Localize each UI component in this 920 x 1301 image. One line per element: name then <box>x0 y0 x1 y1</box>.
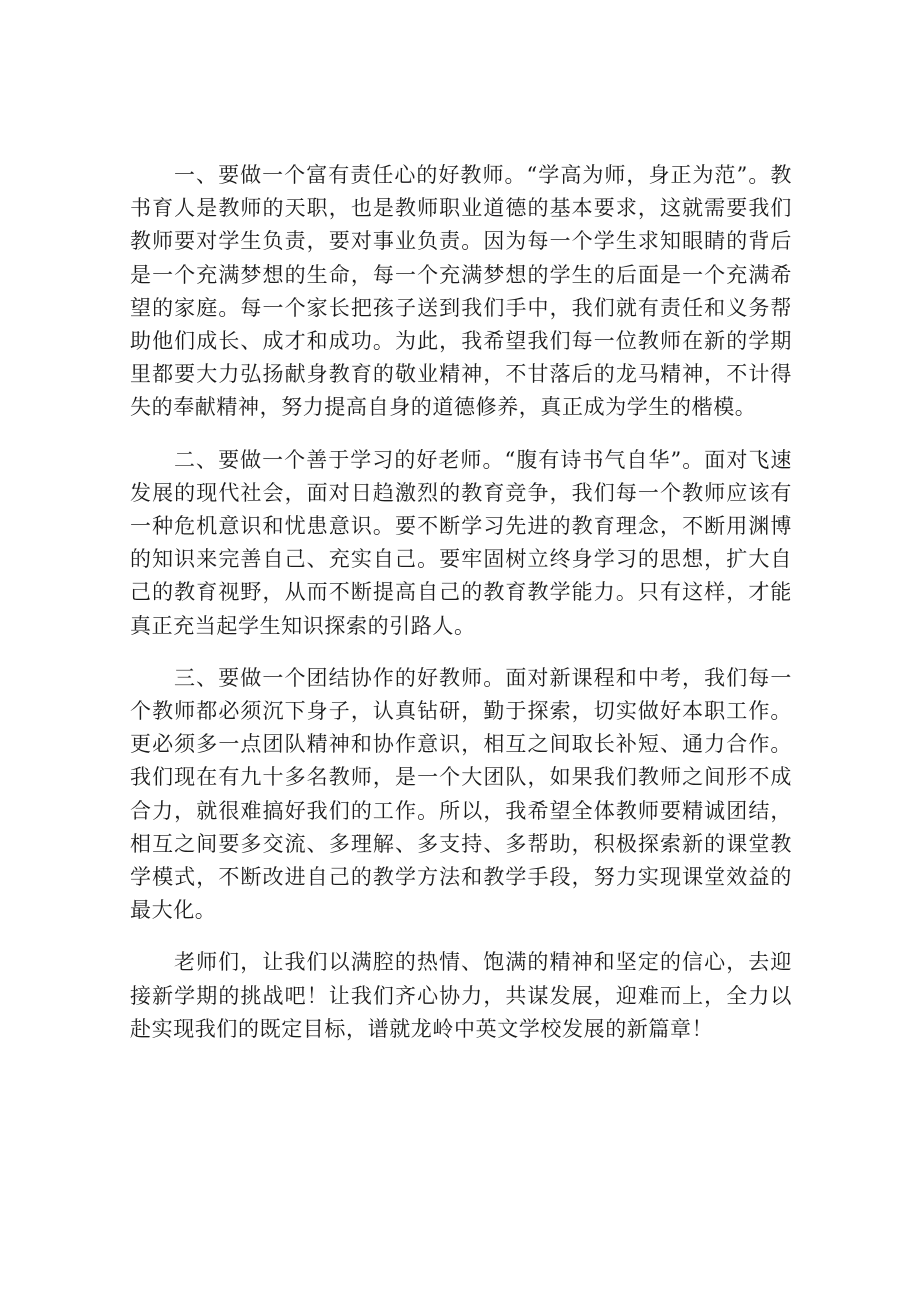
paragraph-responsibility: 一、要做一个富有责任心的好教师。“学高为师，身正为范”。教书育人是教师的天职，也是教师职业道德的基本要求，这就需要我们教师要对学生负责，要对事业负责。因为每一个学生求知眼睛的背后是一个充满梦想的生命，每一个充满梦想的学生的后面是一个充满希望的家庭。每一个家长把孩子送到我们手中，我们就有责任和义务帮助他们成长、成才和成功。为此，我希望我们每一位教师在新的学期里都要大力弘扬献身教育的敬业精神，不甘落后的龙马精神，不计得失的奉献精神，努力提高自身的道德修养，真正成为学生的楷模。 <box>130 163 792 420</box>
document-body <box>130 159 792 1046</box>
paragraph-closing: 老师们，让我们以满腔的热情、饱满的精神和坚定的信心，去迎接新学期的挑战吧！让我们齐心协力，共谋发展，迎难而上，全力以赴实现我们的既定目标，谱就龙岭中英文学校发展的新篇章！ <box>130 950 792 1041</box>
paragraph-learning: 二、要做一个善于学习的好老师。“腹有诗书气自华”。面对飞速发展的现代社会，面对日趋激烈的教育竞争，我们每一个教师应该有一种危机意识和忧患意识。要不断学习先进的教育理念，不断用渊博的知识来完善自己、充实自己。要牢固树立终身学习的思想，扩大自己的教育视野，从而不断提高自己的教育教学能力。只有这样，才能真正充当起学生知识探索的引路人。 <box>130 447 792 638</box>
paragraph-teamwork: 三、要做一个团结协作的好教师。面对新课程和中考，我们每一个教师都必须沉下身子，认真钻研，勤于探索，切实做好本职工作。更必须多一点团队精神和协作意识，相互之间取长补短、通力合作。我们现在有九十多名教师，是一个大团队，如果我们教师之间形不成合力，就很难搞好我们的工作。所以，我希望全体教师要精诚团结，相互之间要多交流、多理解、多支持、多帮助，积极探索新的课堂教学模式，不断改进自己的教学方法和教学手段，努力实现课堂效益的最大化。 <box>130 665 792 923</box>
